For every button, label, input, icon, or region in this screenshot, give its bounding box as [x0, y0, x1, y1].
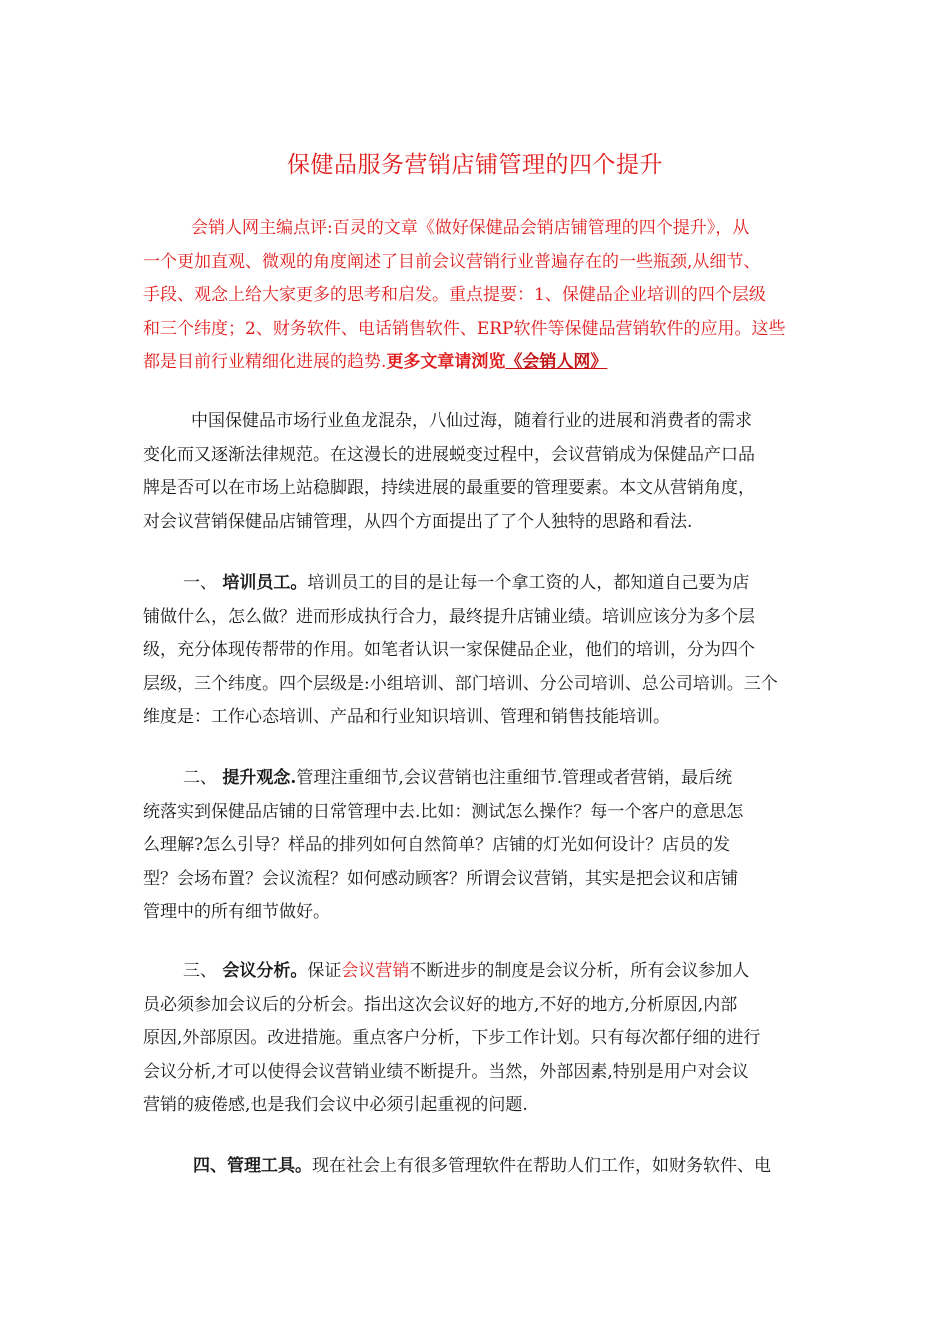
editor-note-line: 一个更加直观、微观的角度阐述了目前会议营销行业普遍存在的一些瓶颈,从细节、: [143, 251, 761, 272]
paragraph-line: 铺做什么，怎么做？进而形成执行合力，最终提升店铺业绩。培训应该分为多个层: [143, 606, 755, 627]
section-heading: 四、管理工具。: [193, 1156, 312, 1176]
paragraph-line: [143, 955, 825, 989]
paragraph-line: 维度是：工作心态培训、产品和行业知识培训、管理和销售技能培训。: [143, 707, 670, 727]
section-text: 不断进步的制度是会议分析，所有会议参加人: [409, 961, 750, 981]
paragraph-line: 对会议营销保健品店铺管理，从四个方面提出了了个人独特的思路和看法.: [143, 511, 693, 532]
paragraph-line: 型？会场布置？会议流程？如何感动顾客？所谓会议营销，其实是把会议和店铺: [143, 868, 738, 889]
section-number: 二、: [183, 768, 217, 788]
editor-note-text: 都是目前行业精细化进展的趋势.: [143, 352, 387, 372]
paragraph-line: 层级，三个纬度。四个层级是:小组培训、部门培训、分公司培训、总公司培训。三个: [143, 673, 778, 694]
paragraph-line: [143, 762, 825, 796]
more-articles-text: 更多文章请浏览: [386, 352, 506, 372]
paragraph-line: 变化而又逐渐法律规范。在这漫长的进展蜕变过程中，会议营销成为保健品产口品: [143, 444, 755, 465]
section-text: 培训员工的目的是让每一个拿工资的人，都知道自己要为店: [307, 573, 750, 593]
section-heading: 提升观念.: [222, 768, 297, 788]
section-training: [143, 567, 825, 735]
section-number: 一、: [183, 573, 217, 593]
paragraph-line: [143, 567, 825, 601]
section-meeting-analysis: [143, 955, 825, 1123]
paragraph-line: 么理解?怎么引导？样品的排列如何自然简单？店铺的灯光如何设计？店员的发: [143, 835, 731, 855]
paragraph-line: 中国保健品市场行业鱼龙混杂，八仙过海，随着行业的进展和消费者的需求: [191, 411, 752, 431]
meeting-marketing-link[interactable]: 会议营销: [341, 961, 410, 981]
editor-note-line: 手段、观念上给大家更多的思考和启发。重点提要：1、保健品企业培训的四个层级: [143, 285, 766, 305]
paragraph-line: 会议分析,才可以使得会议营销业绩不断提升。当然，外部因素,特别是用户对会议: [143, 1061, 749, 1082]
site-link[interactable]: 《会销人网》: [505, 352, 608, 372]
paragraph-line: 原因,外部原因。改进措施。重点客户分析，下步工作计划。只有每次都仔细的进行: [143, 1028, 761, 1048]
section-text: 保证: [307, 961, 342, 981]
section-text: 管理注重细节,会议营销也注重细节.管理或者营销，最后统: [296, 768, 733, 788]
intro-paragraph: [143, 405, 825, 539]
paragraph-line: 管理中的所有细节做好。: [143, 902, 330, 922]
paragraph-line: 员必须参加会议后的分析会。指出这次会议好的地方,不好的地方,分析原因,内部: [143, 994, 738, 1015]
section-heading: 会议分析。: [222, 961, 308, 981]
section-management-tools: [143, 1150, 825, 1184]
editor-note-line: [143, 346, 825, 380]
section-concept: [143, 762, 825, 930]
paragraph-line: 牌是否可以在市场上站稳脚跟，持续进展的最重要的管理要素。本文从营销角度，: [143, 478, 755, 498]
document-title: 保健品服务营销店铺管理的四个提升: [287, 152, 663, 178]
section-number: 三、: [183, 961, 217, 981]
editor-note: [143, 212, 825, 380]
paragraph-line: 营销的疲倦感,也是我们会议中必须引起重视的问题.: [143, 1095, 528, 1115]
section-heading: 培训员工。: [222, 573, 308, 593]
editor-note-line: 和三个纬度；2、财务软件、电话销售软件、ERP软件等保健品营销软件的应用。这些: [143, 318, 786, 339]
paragraph-line: 统落实到保健品店铺的日常管理中去.比如：测试怎么操作？每一个客户的意思怎: [143, 801, 744, 822]
editor-note-line: 会销人网主编点评:百灵的文章《做好保健品会销店铺管理的四个提升》，从: [191, 218, 750, 238]
section-text: 现在社会上有很多管理软件在帮助人们工作，如财务软件、电: [312, 1156, 771, 1176]
paragraph-line: [143, 1150, 825, 1184]
paragraph-line: 级，充分体现传帮带的作用。如笔者认识一家保健品企业，他们的培训，分为四个: [143, 640, 755, 660]
